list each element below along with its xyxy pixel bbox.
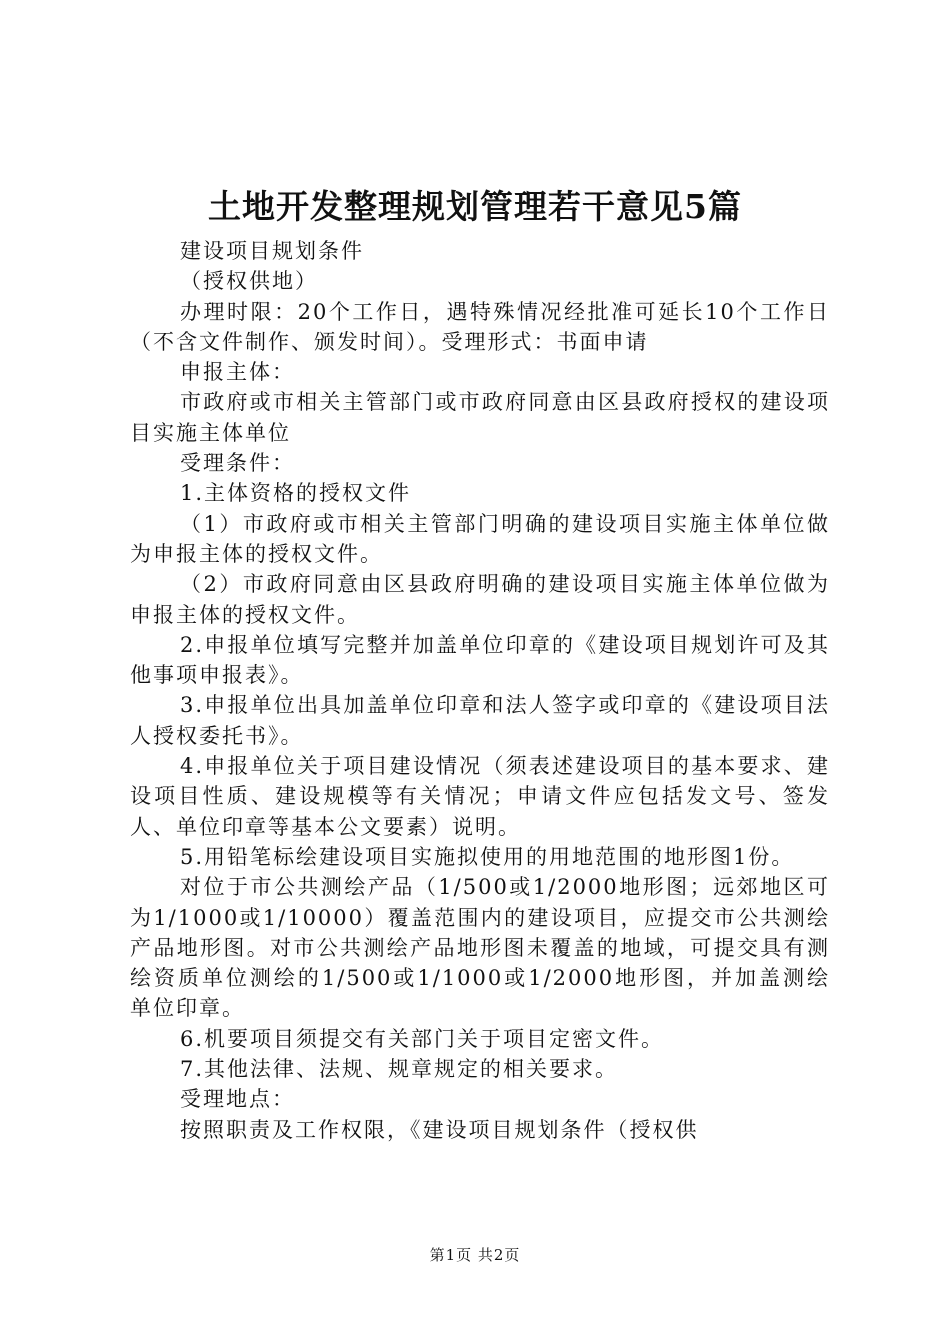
paragraph: 办理时限：20个工作日，遇特殊情况经批准可延长10个工作日（不含文件制作、颁发时间）。受理形式：书面申请 [130, 299, 830, 354]
paragraph: 2.申报单位填写完整并加盖单位印章的《建设项目规划许可及其他事项申报表》。 [130, 632, 830, 688]
paragraph: 受理条件： [180, 451, 295, 476]
paragraph: （授权供地） [180, 269, 318, 294]
paragraph: 市政府或市相关主管部门或市政府同意由区县政府授权的建设项目实施主体单位 [130, 390, 830, 445]
page-footer: 第1页 共2页 [429, 1246, 521, 1264]
paragraph: 4.申报单位关于项目建设情况（须表述建设项目的基本要求、建设项目性质、建设规模等有关情况；申请文件应包括发文号、签发人、单位印章等基本公文要素）说明。 [130, 754, 830, 839]
paragraph: 建设项目规划条件 [180, 239, 364, 263]
paragraph: 3.申报单位出具加盖单位印章和法人签字或印章的《建设项目法人授权委托书》。 [130, 693, 830, 748]
paragraph: 6.机要项目须提交有关部门关于项目定密文件。 [180, 1026, 665, 1051]
paragraph: 按照职责及工作权限，《建设项目规划条件（授权供 [180, 1117, 699, 1142]
paragraph: （1）市政府或市相关主管部门明确的建设项目实施主体单位做为申报主体的授权文件。 [130, 511, 830, 566]
document-title: 土地开发整理规划管理若干意见5篇 [208, 187, 742, 226]
document-body [130, 236, 830, 1145]
paragraph: 受理地点： [180, 1087, 295, 1112]
paragraph: 对位于市公共测绘产品（1/500或1/2000地形图；远郊地区可为1/1000或1/10000）覆盖范围内的建设项目，应提交市公共测绘产品地形图。对市公共测绘产品地形图未覆盖的地域，可提交具有测绘资质单位测绘的1/500或1/1000或1/2000地形图，并加盖测绘单位印章。 [130, 875, 830, 1021]
paragraph: 7.其他法律、法规、规章规定的相关要求。 [180, 1057, 619, 1082]
paragraph: 申报主体： [180, 360, 295, 385]
paragraph: （2）市政府同意由区县政府明确的建设项目实施主体单位做为申报主体的授权文件。 [130, 572, 830, 627]
paragraph: 1.主体资格的授权文件 [180, 481, 412, 506]
paragraph: 5.用铅笔标绘建设项目实施拟使用的用地范围的地形图1份。 [180, 844, 795, 869]
